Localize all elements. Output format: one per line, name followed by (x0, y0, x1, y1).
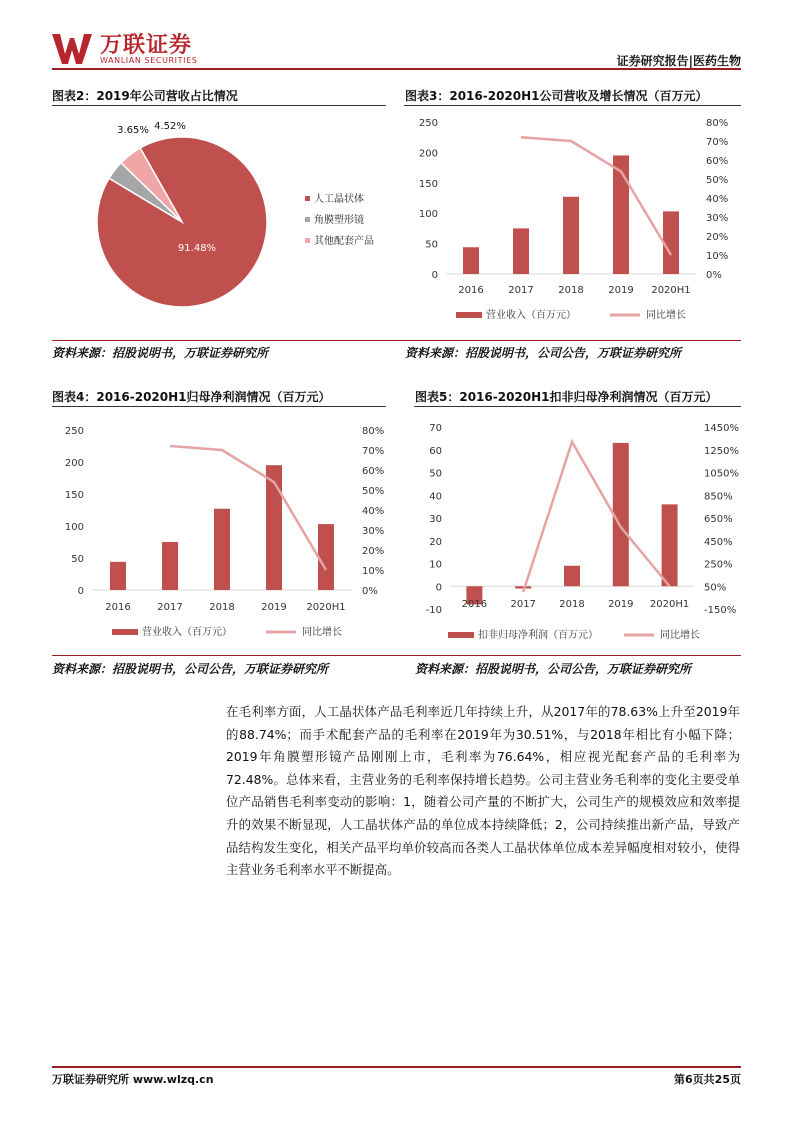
fig4-chart (52, 418, 386, 650)
x-tick: 2019 (608, 599, 634, 610)
footer-rule (52, 1066, 741, 1068)
y-right-tick: 80% (362, 426, 385, 437)
y-right-tick: 80% (706, 118, 729, 129)
bar (563, 197, 579, 274)
pie-label-other: 4.52% (154, 121, 186, 132)
y-left-tick: 40 (429, 491, 442, 503)
legend-bar-label: 扣非归母净利润（百万元） (478, 630, 598, 641)
wanlian-logo-icon (52, 34, 92, 64)
y-right-tick: 60% (706, 156, 729, 167)
bar (214, 509, 230, 590)
legend-line-label: 同比增长 (660, 630, 700, 641)
y-left-tick: 50 (71, 554, 84, 565)
footer-site: 万联证券研究所 www.wlzq.cn (52, 1073, 214, 1086)
bar (613, 443, 629, 586)
bar (162, 542, 178, 590)
legend-bar-label: 营业收入（百万元） (486, 310, 576, 321)
y-right-tick: 1050% (704, 468, 739, 480)
y-left-tick: 150 (418, 178, 438, 190)
pie-label-orthok: 3.65% (117, 125, 149, 136)
bar (463, 247, 479, 274)
legend-line-label: 同比增长 (646, 310, 686, 321)
y-right-tick: 450% (704, 536, 733, 548)
y-left-tick: -10 (425, 605, 442, 616)
y-left-tick: 20 (429, 536, 442, 548)
fig3-chart (404, 108, 741, 338)
y-right-tick: 650% (704, 514, 733, 525)
y-right-tick: 250% (704, 559, 733, 571)
y-left-tick: 0 (435, 582, 442, 594)
y-right-tick: 850% (704, 491, 733, 503)
legend-bar-swatch (456, 312, 482, 318)
fig3-title: 图表3：2016-2020H1公司营收及增长情况（百万元） (405, 89, 708, 103)
fig5-title: 图表5：2016-2020H1扣非归母净利润情况（百万元） (415, 390, 718, 404)
fig4-title-rule (52, 406, 386, 407)
legend-bar-swatch (112, 629, 138, 635)
fig5-source: 资料来源：招股说明书，公司公告，万联证券研究所 (415, 662, 692, 676)
x-tick: 2020H1 (306, 602, 346, 613)
y-right-tick: 30% (362, 526, 385, 537)
y-left-tick: 0 (77, 586, 84, 597)
y-right-tick: 20% (706, 232, 729, 243)
y-left-tick: 30 (429, 514, 442, 525)
y-left-tick: 100 (64, 522, 84, 533)
body-paragraph: 在毛利率方面，人工晶状体产品毛利率近几年持续上升，从2017年的78.63%上升至2019年的88.74%；而手术配套产品的毛利率在2019年为30.51%，与2018年相比有小幅下降；2019年角膜塑形镜产品刚刚上市，毛利率为76.64%，相应视光配套产品的毛利率为72.48%。总体来看，主营业务的毛利率保持增长趋势。公司主营业务毛利率的变化主要受单位产品销售毛利率变动的影响：1，随着公司产量的不断扩大，公司生产的规模效应和效率提升的效果不断显现，人工晶状体产品的单位成本持续降低；2，公司持续推出新产品，导致产品结构发生变化，相关产品平均单价较高而各类人工晶状体单位成本差异幅度相对较小，使得主营业务毛利率水平不断提高。 (226, 704, 740, 878)
fig2-pie-chart (52, 108, 386, 338)
sources-rule-1 (52, 340, 741, 341)
x-tick: 2016 (105, 602, 131, 613)
legend-orthok: 角膜塑形镜 (314, 215, 364, 226)
y-right-tick: 1250% (704, 445, 739, 457)
y-left-tick: 250 (418, 118, 438, 129)
y-left-tick: 0 (431, 270, 438, 281)
legend-line-label: 同比增长 (302, 627, 342, 638)
x-tick: 2017 (508, 285, 534, 296)
legend-swatch-other (305, 238, 310, 243)
fig2-title-rule (52, 105, 386, 106)
legend-iol: 人工晶状体 (314, 194, 364, 205)
x-tick: 2016 (461, 599, 488, 610)
page-number: 第6页共25页 (674, 1073, 741, 1086)
company-name-en: WANLIAN SECURITIES (100, 56, 198, 65)
y-right-tick: 50% (706, 175, 729, 186)
bar (110, 562, 126, 590)
company-name-cn: 万联证券 (100, 33, 193, 58)
y-right-tick: 50% (704, 582, 727, 594)
y-left-tick: 60 (429, 445, 442, 457)
y-right-tick: 60% (362, 466, 385, 477)
y-left-tick: 100 (418, 209, 438, 221)
fig5-title-rule (414, 406, 741, 407)
y-left-tick: 200 (418, 148, 438, 160)
x-tick: 2017 (157, 602, 183, 613)
sources-rule-2 (52, 655, 741, 656)
y-right-tick: 70% (706, 137, 729, 148)
x-tick: 2019 (608, 285, 634, 296)
y-right-tick: 70% (362, 446, 385, 457)
y-left-tick: 50 (425, 239, 438, 251)
fig2-title: 图表2：2019年公司营收占比情况 (52, 89, 238, 103)
y-right-tick: 40% (362, 506, 385, 517)
x-tick: 2018 (558, 285, 584, 296)
header-rule (52, 68, 741, 70)
legend-bar-label: 营业收入（百万元） (142, 627, 232, 638)
y-right-tick: 40% (706, 194, 729, 205)
legend-swatch-orthok (305, 217, 310, 222)
fig4-title: 图表4：2016-2020H1归母净利润情况（百万元） (52, 390, 331, 404)
y-left-tick: 70 (429, 423, 442, 434)
x-tick: 2016 (458, 285, 484, 296)
growth-line (523, 442, 669, 592)
legend-other: 其他配套产品 (314, 236, 374, 247)
y-left-tick: 50 (429, 468, 442, 480)
y-right-tick: 0% (362, 586, 378, 597)
bar (318, 524, 334, 590)
bar (564, 566, 580, 586)
y-right-tick: 30% (706, 213, 729, 224)
y-right-tick: 10% (706, 251, 729, 262)
fig5-chart (414, 418, 741, 650)
y-left-tick: 250 (64, 426, 84, 437)
y-left-tick: 200 (64, 458, 84, 469)
fig3-source: 资料来源：招股说明书，公司公告，万联证券研究所 (405, 346, 682, 360)
pie-label-main: 91.48% (177, 243, 217, 254)
bar (513, 228, 529, 274)
fig2-source: 资料来源：招股说明书，万联证券研究所 (52, 346, 269, 360)
y-right-tick: 10% (362, 566, 385, 577)
fig4-source: 资料来源：招股说明书，公司公告，万联证券研究所 (52, 662, 329, 676)
report-tag: 证券研究报告|医药生物 (616, 54, 741, 68)
legend-bar-swatch (448, 632, 474, 638)
legend-swatch-iol (305, 196, 310, 201)
growth-line (521, 137, 671, 255)
bar (663, 211, 679, 274)
x-tick: 2019 (261, 602, 287, 613)
x-tick: 2020H1 (649, 599, 690, 610)
bar (662, 504, 678, 586)
x-tick: 2018 (559, 599, 585, 610)
x-tick: 2017 (510, 599, 536, 610)
y-left-tick: 150 (64, 490, 84, 501)
y-right-tick: 50% (362, 486, 385, 497)
y-right-tick: 1450% (704, 423, 739, 434)
y-right-tick: 20% (362, 546, 385, 557)
x-tick: 2020H1 (651, 285, 691, 296)
fig3-title-rule (404, 105, 741, 106)
x-tick: 2018 (209, 602, 235, 613)
y-left-tick: 10 (429, 559, 442, 571)
y-right-tick: -150% (704, 605, 737, 616)
y-right-tick: 0% (706, 270, 722, 281)
growth-line (170, 446, 326, 570)
